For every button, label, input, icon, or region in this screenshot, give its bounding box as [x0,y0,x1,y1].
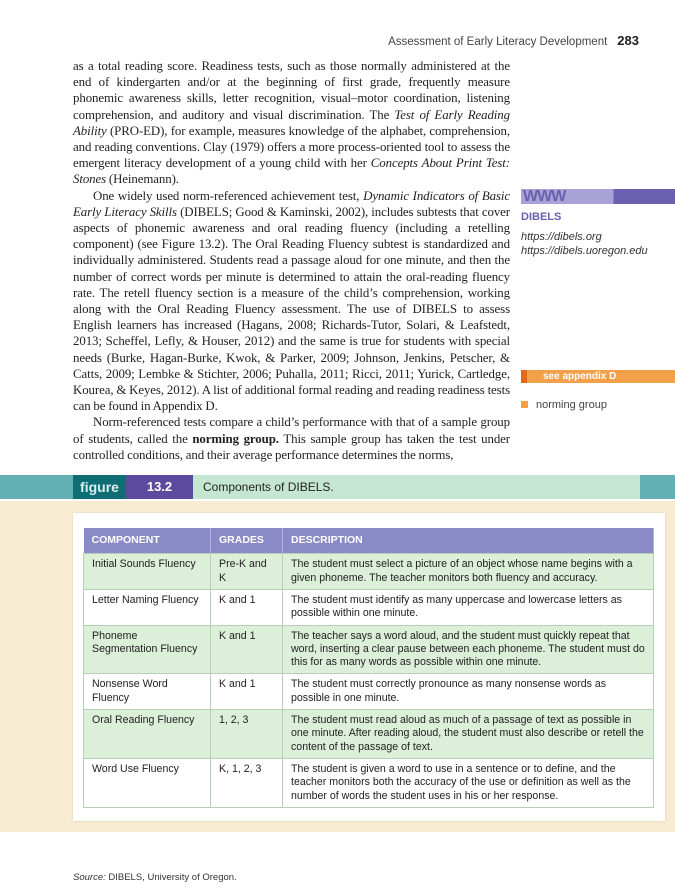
key-term-norming-group: norming group. [192,431,279,446]
www-banner: WWW [521,189,675,204]
paragraph-1: as a total reading score. Readiness tests, such as those normally administered at the end of kindergarten and/or at the beginning of first grade, frequently measure phonemic awareness skills, letter recognition, visual–motor coordination, listening comprehension, and auditory and visual discrimination. The Test of Early Reading Ability (PRO-ED), for example, measures knowledge of the alphabet, comprehension, and reading conventions. Clay (1979) offers a more process-oriented tool to assess the emergent literacy development of a young child with her Concepts About Print Test: Stones (Heinemann). [73,59,510,187]
table-cell: Oral Reading Fluency [84,710,211,759]
square-bullet-icon [521,401,528,408]
table-cell: K and 1 [211,625,283,674]
table-row [84,674,654,710]
table-cell: 1, 2, 3 [211,710,283,759]
figure-number: 13.2 [126,475,193,499]
margin-key-term: norming group [521,399,607,411]
figure-background [0,501,675,832]
column-header: GRADES [211,528,283,554]
table-cell: The teacher says a word aloud, and the student must quickly repeat that word, inserting a clear pause between each phoneme. The student must do this for as many words as possible within one minute. [283,625,654,674]
table-cell: Letter Naming Fluency [84,589,211,625]
table-row [84,710,654,759]
table-cell: Phoneme Segmentation Fluency [84,625,211,674]
table-cell: K and 1 [211,674,283,710]
table-row [84,625,654,674]
figure-source: Source: DIBELS, University of Oregon. [73,871,237,883]
table-row [84,554,654,590]
url-link[interactable]: https://dibels.uoregon.edu [521,245,648,257]
table-cell: Nonsense Word Fluency [84,674,211,710]
table-cell: The student must select a picture of an object whose name begins with a given phoneme. The teacher monitors both fluency and accuracy. [283,554,654,590]
column-header: DESCRIPTION [283,528,654,554]
figure-header [0,475,675,499]
body-text [73,0,510,463]
table-cell: Word Use Fluency [84,758,211,807]
column-header: COMPONENT [84,528,211,554]
table-cell: The student must identify as many uppercase and lowercase letters as possible within one minute. [283,589,654,625]
table-cell: The student is given a word to use in a sentence or to define, and the teacher monitors both the accuracy of the use or definition as well as the number of words the student uses in his or her response. [283,758,654,807]
page-number: 283 [617,33,639,48]
see-appendix-tab: see appendix D [521,370,675,383]
table-cell: K and 1 [211,589,283,625]
table-cell: K, 1, 2, 3 [211,758,283,807]
table-cell: Initial Sounds Fluency [84,554,211,590]
table-cell: The student must correctly pronounce as many nonsense words as possible in one minute. [283,674,654,710]
running-title: Assessment of Early Literacy Development [388,36,608,48]
url-list [521,230,648,258]
www-title: DIBELS [521,211,562,223]
running-header [388,33,639,48]
table-cell: Pre-K and K [211,554,283,590]
table-row [84,758,654,807]
figure-label: figure [73,475,126,499]
figure-panel [73,513,665,821]
dibels-table [83,528,654,808]
paragraph-2: One widely used norm-referenced achievement test, Dynamic Indicators of Basic Early Literacy Skills (DIBELS; Good & Kaminski, 2002), includes subtests that cover aspects of phonemic awareness and oral reading fluency (including a retelling component) (see Figure 13.2). The Oral Reading Fluency subtest is standardized and individually administered. Students read a passage aloud for one minute, and then the number of correct words per minute is determined to attain the oral-reading fluency rate. The retell fluency section is a measure of the child’s comprehension, working along with the Oral Reading Fluency assessment. The use of DIBELS to assess English learners has increased (Hagans, 2008; Richards-Tutor, Solari, & Leafstedt, 2013; Scheffel, Lefly, & Houser, 2012) and the same is true for students with special needs (Burke, Hagan-Burke, Kwok, & Parker, 2009; Johnson, Jenkins, Petscher, & Catts, 2009; Lembke & Stichter, 2006; Puhalla, 2011; Ricci, 2011; Yurick, Cartledge, Kourea, & Keyes, 2012). A list of additional formal reading and reading readiness tests can be found in Appendix D. [73,188,510,414]
table-cell: The student must read aloud as much of a passage of text as possible in one minute. After reading aloud, the student must also describe or retell the content of the passage of text. [283,710,654,759]
url-link[interactable]: https://dibels.org [521,231,602,243]
paragraph-3: Norm-referenced tests compare a child’s performance with that of a sample group of students, called the norming group. This sample group has taken the test under controlled conditions, and their average performance determines the norms, [73,415,510,462]
table-row [84,589,654,625]
figure-caption: Components of DIBELS. [193,475,640,499]
